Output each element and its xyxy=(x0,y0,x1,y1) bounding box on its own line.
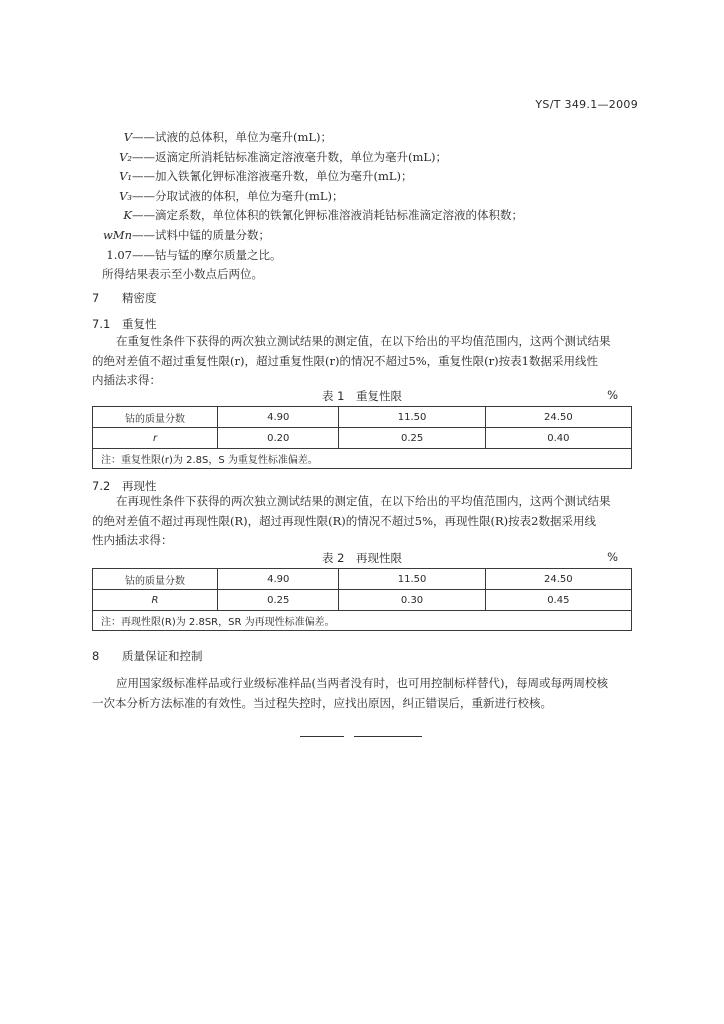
section-7-heading xyxy=(92,290,157,306)
paragraph-line: 在重复性条件下获得的两次独立测试结果的测定值，在以下给出的平均值范围内，这两个测试结果 xyxy=(116,334,611,348)
section-title: 再现性 xyxy=(122,479,157,493)
paragraph-line: 的绝对差值不超过再现性限(R)，超过再现性限(R)的情况不超过5%，再现性限(R)按表2数据采用线 xyxy=(92,513,596,528)
section-number: 7.1 xyxy=(92,317,111,331)
reproducibility-paragraph xyxy=(92,492,632,551)
section-number: 7.2 xyxy=(92,479,111,493)
table-cell: 0.20 xyxy=(218,428,339,449)
definition-symbol: V₂ xyxy=(119,149,132,164)
paragraph-line: 内插法求得： xyxy=(92,373,161,387)
table-cell: 11.50 xyxy=(339,569,485,590)
table-cell: 11.50 xyxy=(339,407,485,428)
table-caption: 表 1 重复性限 xyxy=(322,389,402,403)
table-1-repeatability xyxy=(92,406,632,469)
section-number: 7 xyxy=(92,291,100,305)
section-number: 8 xyxy=(92,649,100,663)
end-rule-left xyxy=(300,736,344,737)
definition-text: ——试料中锰的质量分数； xyxy=(132,227,270,242)
table-cell: 4.90 xyxy=(218,569,339,590)
table-row xyxy=(93,569,632,590)
table-cell: 0.30 xyxy=(339,590,485,611)
table-cell: 钴的质量分数 xyxy=(93,407,218,428)
table-unit: % xyxy=(607,388,618,402)
definition-row xyxy=(88,226,648,246)
definition-row xyxy=(88,206,648,226)
table-note-row xyxy=(93,611,632,631)
table-cell: 4.90 xyxy=(218,407,339,428)
paragraph-line: 性内插法求得： xyxy=(92,533,173,547)
table-row xyxy=(93,590,632,611)
paragraph-line: 应用国家级标准样品或行业级标准样品(当两者没有时，也可用控制标样替代)，每周或每两周校核 xyxy=(116,676,608,690)
definition-symbol: wMn xyxy=(102,227,132,242)
definition-symbol: 1.07 xyxy=(106,247,132,262)
table-row xyxy=(93,407,632,428)
definition-row xyxy=(88,148,648,168)
table-cell: r xyxy=(93,428,218,449)
table-cell: 0.25 xyxy=(339,428,485,449)
definition-row xyxy=(88,128,648,148)
table-unit: % xyxy=(607,550,618,564)
table-cell: 24.50 xyxy=(485,569,631,590)
standard-number: YS/T 349.1—2009 xyxy=(535,98,638,111)
section-title: 质量保证和控制 xyxy=(122,649,203,663)
definition-text: ——加入铁氰化钾标准溶液毫升数，单位为毫升(mL)； xyxy=(132,169,413,184)
definition-text: ——滴定系数，单位体积的铁氰化钾标准溶液消耗钴标准滴定溶液的体积数； xyxy=(132,208,523,223)
table-note: 注：再现性限(R)为 2.8SR，SR 为再现性标准偏差。 xyxy=(93,611,632,631)
table-note-row xyxy=(93,449,632,469)
variable-definitions xyxy=(88,128,648,285)
definition-row xyxy=(88,167,648,187)
definition-symbol: V₁ xyxy=(119,169,132,184)
section-title: 精密度 xyxy=(122,291,157,305)
definition-text: ——钴与锰的摩尔质量之比。 xyxy=(132,247,282,262)
table-note: 注：重复性限(r)为 2.8S，S 为重复性标准偏差。 xyxy=(93,449,632,469)
table-cell: 钴的质量分数 xyxy=(93,569,218,590)
result-precision-note: 所得结果表示至小数点后两位。 xyxy=(102,267,263,282)
quality-control-paragraph xyxy=(92,674,632,713)
definition-row xyxy=(88,187,648,207)
paragraph-line: 在再现性条件下获得的两次独立测试结果的测定值，在以下给出的平均值范围内，这两个测试结果 xyxy=(116,494,611,508)
definition-text: ——返滴定所消耗钴标准滴定溶液毫升数，单位为毫升(mL)； xyxy=(132,149,448,164)
definition-text: ——分取试液的体积，单位为毫升(mL)； xyxy=(132,188,344,203)
table-cell: 0.40 xyxy=(485,428,631,449)
table-2-reproducibility xyxy=(92,568,632,631)
definition-symbol: K xyxy=(123,208,132,223)
paragraph-line: 的绝对差值不超过重复性限(r)，超过重复性限(r)的情况不超过5%，重复性限(r)按表1数据采用线性 xyxy=(92,353,598,368)
end-rule-right xyxy=(354,736,422,737)
definition-row xyxy=(88,246,648,266)
definition-text: ——试液的总体积，单位为毫升(mL)； xyxy=(132,130,333,144)
table-row xyxy=(93,428,632,449)
table-cell: 0.25 xyxy=(218,590,339,611)
section-8-heading xyxy=(92,648,203,664)
table-cell: R xyxy=(93,590,218,611)
section-title: 重复性 xyxy=(122,317,157,331)
repeatability-paragraph xyxy=(92,332,632,391)
definition-symbol: V₃ xyxy=(119,188,132,203)
table-cell: 0.45 xyxy=(485,590,631,611)
definition-symbol: V xyxy=(123,130,132,144)
section-7-1-heading xyxy=(92,316,157,332)
table-cell: 24.50 xyxy=(485,407,631,428)
table-caption: 表 2 再现性限 xyxy=(322,551,402,565)
paragraph-line: 一次本分析方法标准的有效性。当过程失控时，应找出原因，纠正错误后，重新进行校核。 xyxy=(92,695,552,710)
